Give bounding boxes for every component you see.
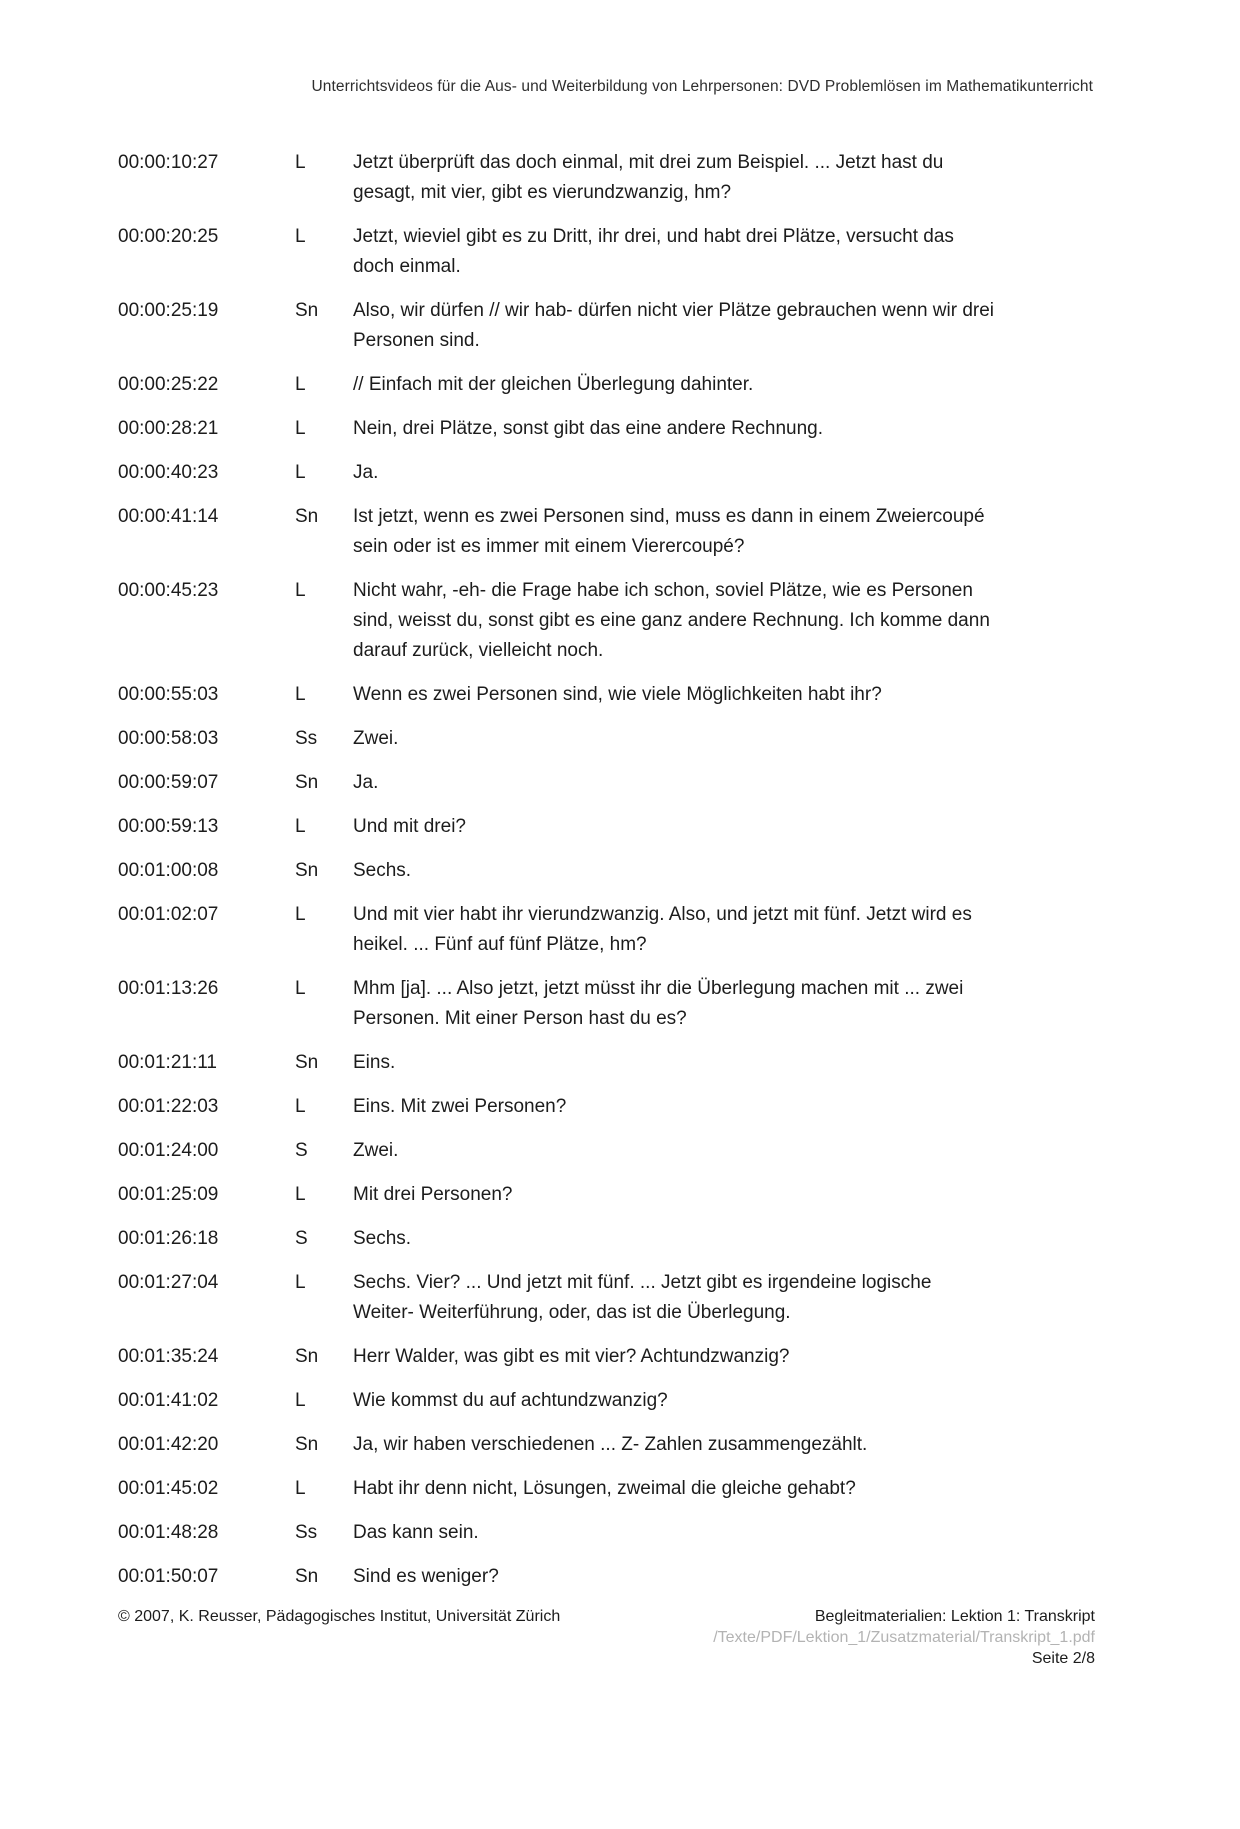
transcript-row	[118, 1268, 1240, 1328]
timestamp: 00:00:41:14	[118, 506, 219, 527]
transcript-row	[118, 502, 1240, 562]
transcript-row	[118, 1048, 1240, 1078]
transcript-row	[118, 1518, 1240, 1548]
transcript-row	[118, 1136, 1240, 1166]
timestamp: 00:01:41:02	[118, 1390, 219, 1411]
speaker-code: Sn	[295, 772, 319, 793]
timestamp: 00:00:59:13	[118, 816, 219, 837]
speaker-code: L	[295, 1184, 306, 1205]
transcript-row	[118, 974, 1240, 1034]
pdf-page	[0, 75, 1240, 1829]
timestamp: 00:01:21:11	[118, 1052, 217, 1073]
utterance-text: // Einfach mit der gleichen Überlegung dahinter.	[353, 374, 754, 395]
timestamp: 00:01:50:07	[118, 1566, 219, 1587]
utterance-text: Sechs. Vier? ... Und jetzt mit fünf. ... Jetzt gibt es irgendeine logische Weiter- Weiterführung, oder, das ist die Überlegung.	[353, 1272, 932, 1323]
utterance-text: Zwei.	[353, 1140, 399, 1161]
transcript-row	[118, 1092, 1240, 1122]
transcript-row	[118, 458, 1240, 488]
speaker-code: Ss	[295, 1522, 318, 1543]
utterance-text: Und mit drei?	[353, 816, 466, 837]
utterance-text: Mit drei Personen?	[353, 1184, 513, 1205]
utterance-text: Zwei.	[353, 728, 399, 749]
timestamp: 00:01:35:24	[118, 1346, 219, 1367]
transcript-row	[118, 768, 1240, 798]
timestamp: 00:00:45:23	[118, 580, 219, 601]
timestamp: 00:01:24:00	[118, 1140, 219, 1161]
timestamp: 00:01:27:04	[118, 1272, 219, 1293]
utterance-text: Mhm [ja]. ... Also jetzt, jetzt müsst ihr die Überlegung machen mit ... zwei Personen. Mit einer Person hast du es?	[353, 978, 964, 1029]
timestamp: 00:00:25:22	[118, 374, 219, 395]
speaker-code: L	[295, 462, 306, 483]
transcript-row	[118, 724, 1240, 754]
timestamp: 00:01:25:09	[118, 1184, 219, 1205]
timestamp: 00:01:00:08	[118, 860, 219, 881]
transcript-row	[118, 1224, 1240, 1254]
speaker-code: Sn	[295, 1566, 319, 1587]
utterance-text: Wie kommst du auf achtundzwanzig?	[353, 1390, 668, 1411]
materials-label: Begleitmaterialien: Lektion 1: Transkript	[814, 1608, 1095, 1625]
utterance-text: Ja.	[353, 772, 379, 793]
timestamp: 00:01:45:02	[118, 1478, 219, 1499]
utterance-text: Eins. Mit zwei Personen?	[353, 1096, 567, 1117]
timestamp: 00:00:58:03	[118, 728, 219, 749]
speaker-code: L	[295, 1096, 306, 1117]
timestamp: 00:01:26:18	[118, 1228, 219, 1249]
transcript-row	[118, 680, 1240, 710]
utterance-text: Also, wir dürfen // wir hab- dürfen nicht vier Plätze gebrauchen wenn wir drei Personen sind.	[353, 300, 995, 351]
utterance-text: Sechs.	[353, 1228, 412, 1249]
speaker-code: L	[295, 580, 306, 601]
transcript-row	[118, 856, 1240, 886]
utterance-text: Nicht wahr, -eh- die Frage habe ich schon, soviel Plätze, wie es Personen sind, weisst du, sonst gibt es eine ganz andere Rechnung. Ich komme dann darauf zurück, vielleicht noch.	[353, 580, 990, 661]
transcript-row	[118, 1180, 1240, 1210]
timestamp: 00:00:10:27	[118, 152, 219, 173]
speaker-code: Sn	[295, 300, 319, 321]
transcript-table	[118, 148, 1240, 1592]
utterance-text: Ja.	[353, 462, 379, 483]
utterance-text: Ist jetzt, wenn es zwei Personen sind, muss es dann in einem Zweiercoupé sein oder ist es immer mit einem Vierercoupé?	[353, 506, 985, 557]
file-path: /Texte/PDF/Lektion_1/Zusatzmaterial/Transkript_1.pdf	[713, 1629, 1095, 1646]
page-footer	[118, 1606, 1095, 1669]
transcript-row	[118, 576, 1240, 666]
speaker-code: L	[295, 374, 306, 395]
transcript-row	[118, 414, 1240, 444]
speaker-code: L	[295, 816, 306, 837]
transcript-row	[118, 1474, 1240, 1504]
transcript-row	[118, 1386, 1240, 1416]
utterance-text: Und mit vier habt ihr vierundzwanzig. Also, und jetzt mit fünf. Jetzt wird es heikel. ... Fünf auf fünf Plätze, hm?	[353, 904, 972, 955]
speaker-code: Sn	[295, 506, 319, 527]
timestamp: 00:00:25:19	[118, 300, 219, 321]
speaker-code: L	[295, 418, 306, 439]
transcript-row	[118, 1562, 1240, 1592]
timestamp: 00:00:20:25	[118, 226, 219, 247]
timestamp: 00:01:02:07	[118, 904, 219, 925]
transcript-row	[118, 812, 1240, 842]
utterance-text: Eins.	[353, 1052, 396, 1073]
speaker-code: Sn	[295, 1434, 319, 1455]
utterance-text: Jetzt überprüft das doch einmal, mit drei zum Beispiel. ... Jetzt hast du gesagt, mit vier, gibt es vierundzwanzig, hm?	[353, 152, 944, 203]
speaker-code: Ss	[295, 728, 318, 749]
speaker-code: L	[295, 226, 306, 247]
speaker-code: L	[295, 978, 306, 999]
timestamp: 00:01:48:28	[118, 1522, 219, 1543]
speaker-code: S	[295, 1140, 308, 1161]
timestamp: 00:01:42:20	[118, 1434, 219, 1455]
timestamp: 00:00:55:03	[118, 684, 219, 705]
transcript-row	[118, 900, 1240, 960]
utterance-text: Jetzt, wieviel gibt es zu Dritt, ihr drei, und habt drei Plätze, versucht das doch einmal.	[353, 226, 954, 277]
timestamp: 00:00:40:23	[118, 462, 219, 483]
speaker-code: Sn	[295, 860, 319, 881]
speaker-code: L	[295, 1272, 306, 1293]
speaker-code: L	[295, 152, 306, 173]
copyright-text: © 2007, K. Reusser, Pädagogisches Institut, Universität Zürich	[118, 1608, 561, 1625]
timestamp: 00:00:28:21	[118, 418, 219, 439]
utterance-text: Nein, drei Plätze, sonst gibt das eine andere Rechnung.	[353, 418, 824, 439]
page-number: Seite 2/8	[1031, 1650, 1095, 1667]
speaker-code: Sn	[295, 1346, 319, 1367]
transcript-row	[118, 370, 1240, 400]
speaker-code: L	[295, 1478, 306, 1499]
speaker-code: L	[295, 904, 306, 925]
speaker-code: L	[295, 684, 306, 705]
speaker-code: Sn	[295, 1052, 319, 1073]
transcript-row	[118, 296, 1240, 356]
transcript-row	[118, 1430, 1240, 1460]
utterance-text: Sechs.	[353, 860, 412, 881]
speaker-code: L	[295, 1390, 306, 1411]
transcript-row	[118, 1342, 1240, 1372]
utterance-text: Sind es weniger?	[353, 1566, 499, 1587]
utterance-text: Ja, wir haben verschiedenen ... Z- Zahlen zusammengezählt.	[353, 1434, 868, 1455]
footer-meta	[713, 1606, 1095, 1669]
transcript-row	[118, 222, 1240, 282]
utterance-text: Wenn es zwei Personen sind, wie viele Möglichkeiten habt ihr?	[353, 684, 882, 705]
utterance-text: Habt ihr denn nicht, Lösungen, zweimal die gleiche gehabt?	[353, 1478, 856, 1499]
utterance-text: Das kann sein.	[353, 1522, 479, 1543]
utterance-text: Herr Walder, was gibt es mit vier? Achtundzwanzig?	[353, 1346, 790, 1367]
timestamp: 00:00:59:07	[118, 772, 219, 793]
page-header-title: Unterrichtsvideos für die Aus- und Weiterbildung von Lehrpersonen: DVD Problemlösen im Mathematikunterricht	[311, 78, 1093, 95]
timestamp: 00:01:13:26	[118, 978, 219, 999]
timestamp: 00:01:22:03	[118, 1096, 219, 1117]
speaker-code: S	[295, 1228, 308, 1249]
transcript-row	[118, 148, 1240, 208]
